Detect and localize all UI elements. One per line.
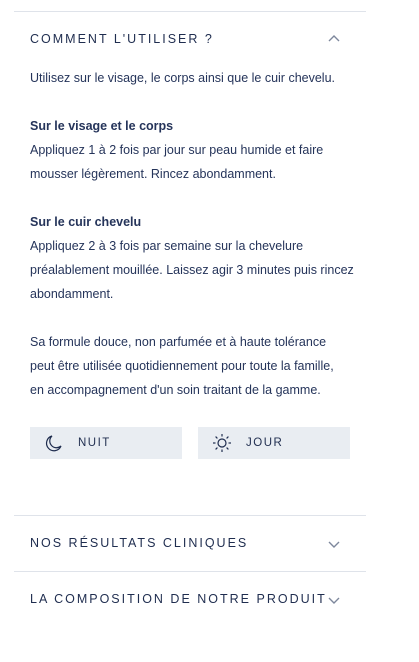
usage-block-face-body <box>30 114 360 186</box>
usage-intro: Utilisez sur le visage, le corps ainsi que le cuir chevelu. <box>30 71 335 85</box>
usage-outro: Sa formule douce, non parfumée et à haute tolérance peut être utilisée quotidiennement pour toute la famille, en accompagnement d'un soin traitant de la gamme. <box>30 335 334 397</box>
accordion-title-usage: COMMENT L'UTILISER ? <box>30 32 214 46</box>
usage-block-scalp-title: Sur le cuir chevelu <box>30 215 142 229</box>
usage-block-face-body-title: Sur le visage et le corps <box>30 119 174 133</box>
day-button-label: JOUR <box>246 437 284 449</box>
chevron-down-icon <box>327 595 341 605</box>
accordion-header-results[interactable] <box>14 516 366 571</box>
night-button[interactable] <box>30 427 182 459</box>
usage-block-face-body-text: Appliquez 1 à 2 fois par jour sur peau humide et faire mousser légèrement. Rincez abondamment. <box>30 143 324 181</box>
sun-icon <box>212 433 232 453</box>
chevron-down-icon <box>327 539 341 549</box>
day-button[interactable] <box>198 427 350 459</box>
night-button-label: NUIT <box>78 437 111 449</box>
moon-icon <box>44 433 64 453</box>
usage-block-scalp-text: Appliquez 2 à 3 fois par semaine sur la chevelure préalablement mouillée. Laissez agir 3 minutes puis rincez abondamment. <box>30 239 354 301</box>
accordion-header-composition[interactable] <box>14 572 366 627</box>
accordion-title-results: NOS RÉSULTATS CLINIQUES <box>30 536 249 550</box>
usage-block-scalp <box>30 210 360 306</box>
accordion-header-usage[interactable] <box>14 12 366 64</box>
accordion-title-composition: LA COMPOSITION DE NOTRE PRODUIT <box>30 592 327 606</box>
chevron-up-icon <box>327 34 341 44</box>
